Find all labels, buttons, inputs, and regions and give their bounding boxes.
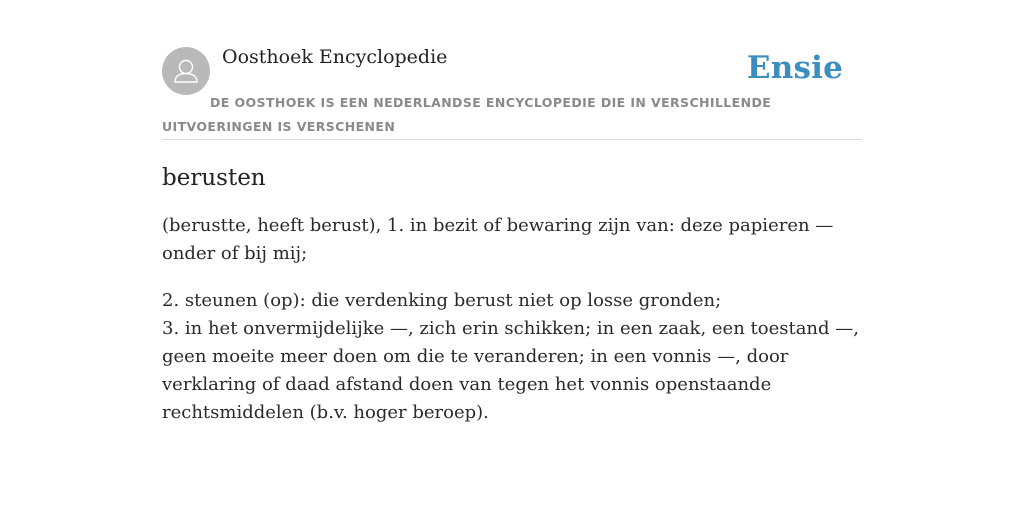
source-header [162, 44, 862, 140]
entry-term: berusten [162, 165, 266, 191]
definition-paragraph-1: (berustte, heeft berust), 1. in bezit of bewaring zijn van: deze papieren — onder of bij mij; [162, 215, 834, 264]
source-name[interactable]: Oosthoek Encyclopedie [222, 46, 448, 68]
definition-sense-3: 3. in het onvermijdelijke —, zich erin schikken; in een zaak, een toestand —, geen moeite meer doen om die te veranderen; in een vonnis —, door verklaring of daad afstand doen van tegen het vonnis openstaande rechtsmiddelen (b.v. hoger beroep). [162, 318, 859, 423]
entry-definition [162, 212, 862, 427]
brand-logo[interactable]: Ensie [746, 50, 843, 86]
definition-sense-2: 2. steunen (op): die verdenking berust niet op losse gronden; [162, 290, 722, 311]
source-tagline: DE OOSTHOEK IS EEN NEDERLANDSE ENCYCLOPEDIE DIE IN VERSCHILLENDE UITVOERINGEN IS VERSCHENEN [162, 95, 772, 134]
user-silhouette-icon[interactable] [162, 47, 210, 95]
definition-paragraph-2 [162, 287, 862, 427]
page-container [162, 44, 862, 446]
